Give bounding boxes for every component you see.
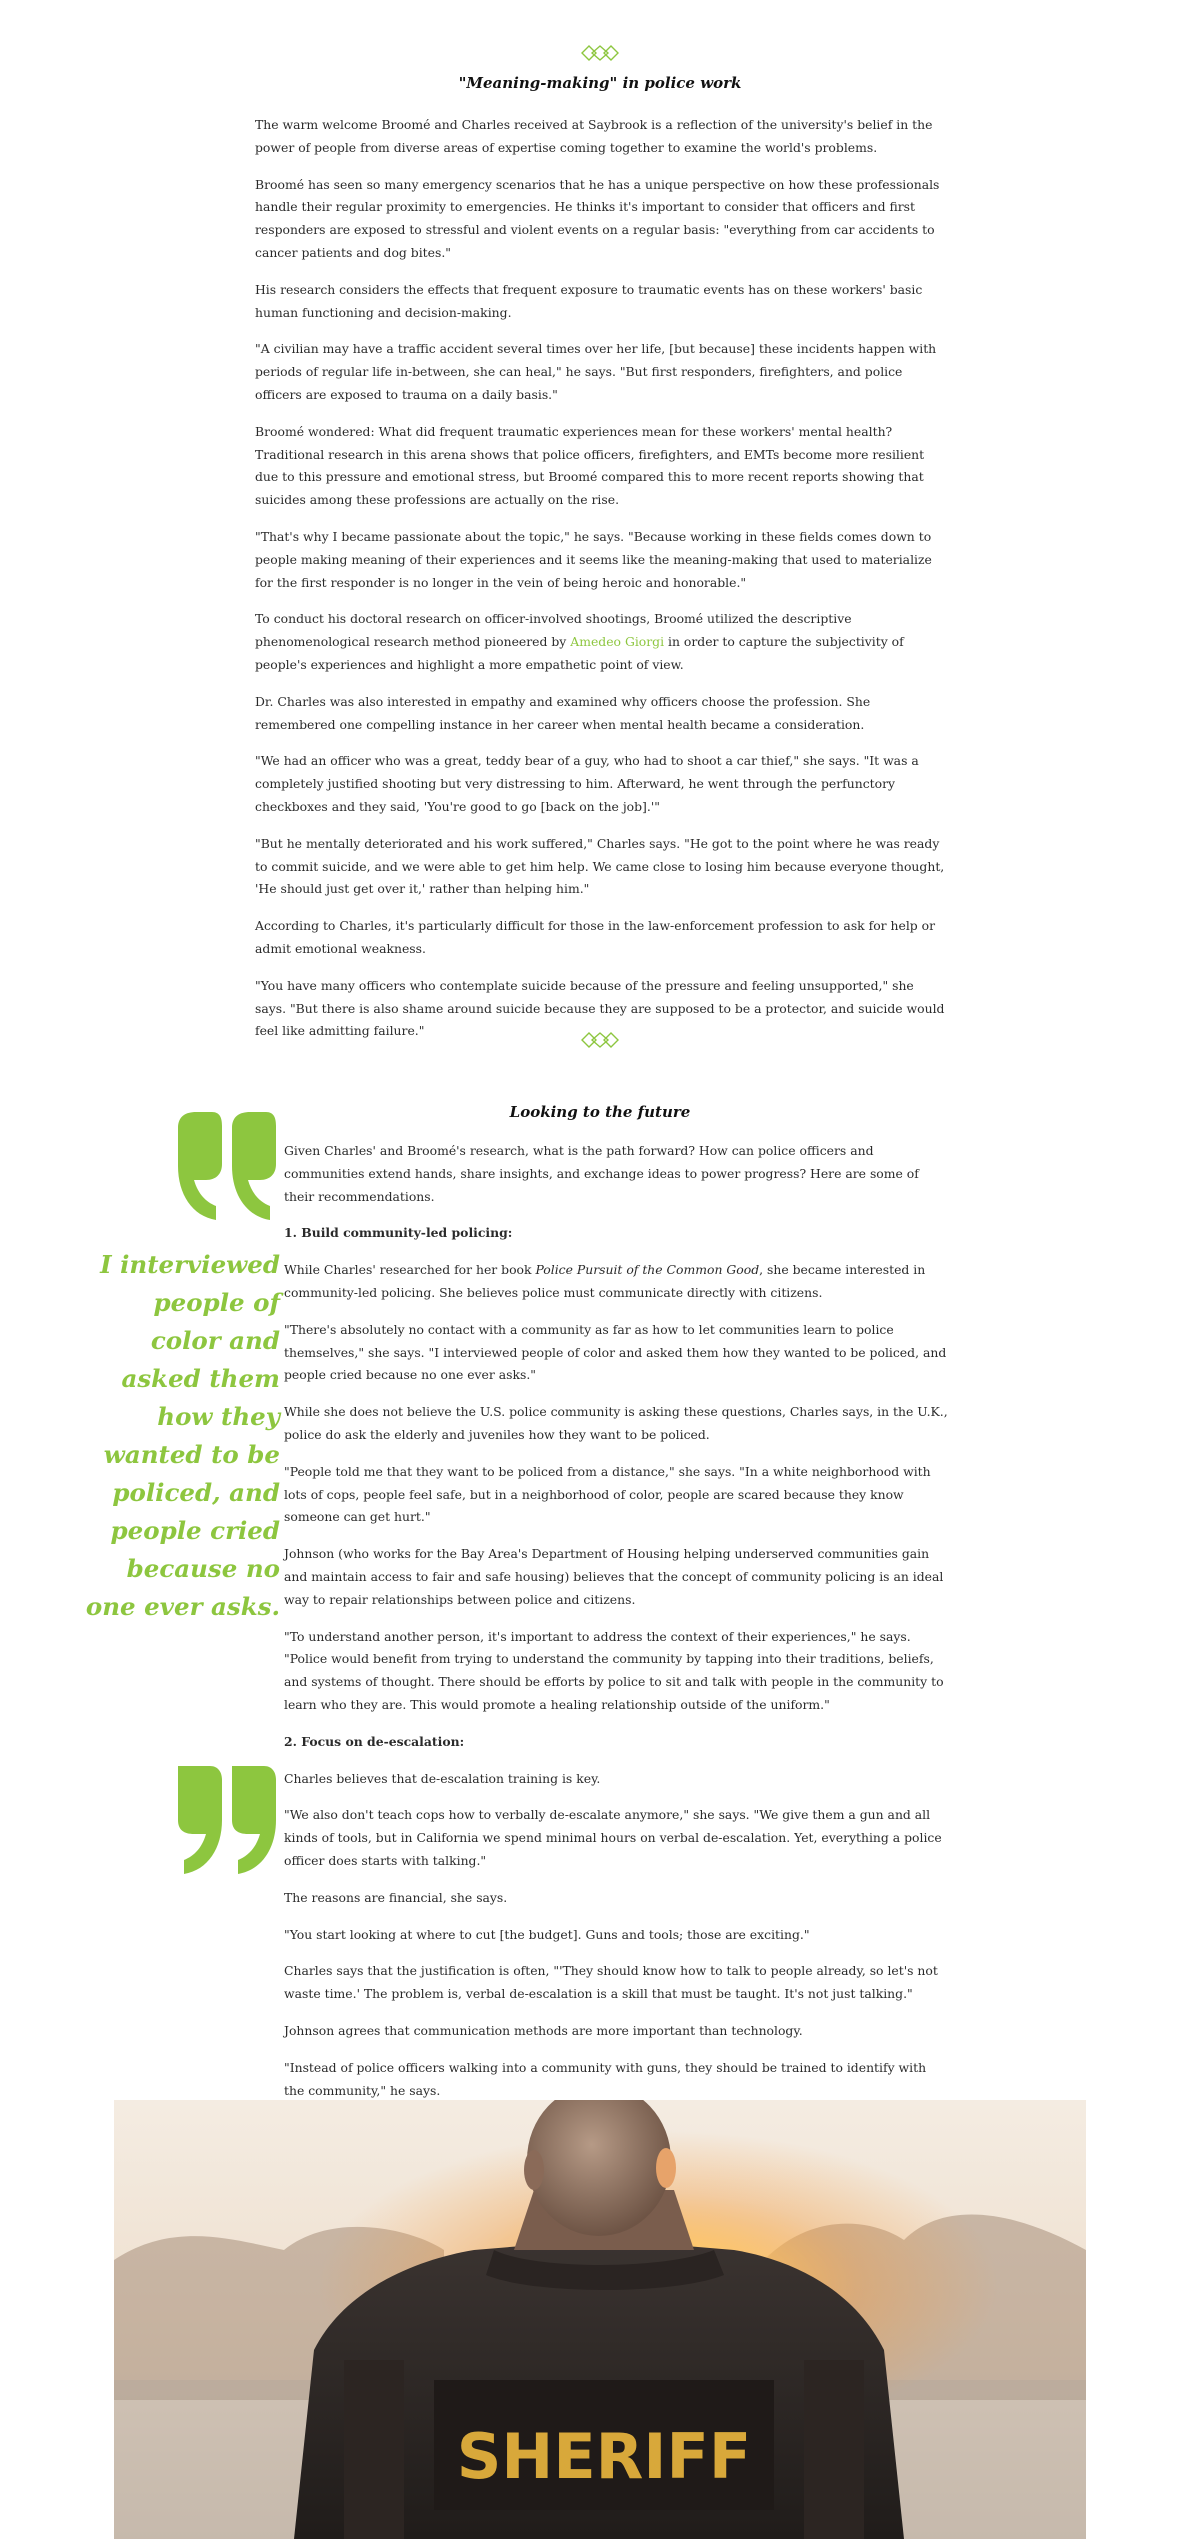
sheriff-badge-text: SHERIFF: [456, 2420, 752, 2493]
ornament-divider: [0, 1031, 1200, 1049]
paragraph: "A civilian may have a traffic accident several times over her life, [but because] these incidents happen with periods of regular life in-between, she can heal," he says. "But first responders, firefighters, and police officers are exposed to trauma on a daily basis.": [255, 341, 937, 402]
open-quote-icon: [172, 1110, 282, 1222]
paragraph: "Instead of police officers walking into a community with guns, they should be trained to identify with the community," he says.: [284, 2059, 927, 2098]
ornament-divider: [0, 44, 1200, 62]
section-heading-meaning-making: "Meaning-making" in police work: [458, 74, 742, 92]
section-meaning-making-body: [255, 114, 945, 1057]
paragraph: The warm welcome Broomé and Charles received at Saybrook is a reflection of the university's belief in the power of people from diverse areas of expertise coming together to examine the world's problems.: [255, 117, 933, 155]
section-future-body: [284, 1140, 950, 2116]
paragraph: "You start looking at where to cut [the budget]. Guns and tools; those are exciting.": [284, 1926, 810, 1942]
paragraph: Dr. Charles was also interested in empathy and examined why officers choose the profession. She remembered one compelling instance in her career when mental health became a consideration.: [255, 693, 871, 732]
paragraph: "There's absolutely no contact with a community as far as how to let communities learn to police themselves," she says. "I interviewed people of color and asked them how they wanted to be policed, and people cried because no one ever asks.": [284, 1321, 947, 1383]
paragraph: Broomé wondered: What did frequent traumatic experiences mean for these workers' mental health? Traditional research in this arena shows that police officers, firefighters, and EMTs become more resilient due to this pressure and emotional stress, but Broomé compared this to more recent reports showing that suicides among these professions are actually on the rise.: [255, 423, 925, 508]
paragraph: "That's why I became passionate about the topic," he says. "Because working in these fields comes down to people making meaning of their experiences and it seems like the meaning-making that used to materialize for the first responder is no longer in the vein of being heroic and honorable.": [255, 528, 932, 590]
paragraph: Broomé has seen so many emergency scenarios that he has a unique perspective on how these professionals handle their regular proximity to emergencies. He thinks it's important to consider that officers and first responders are exposed to stressful and violent events on a regular basis: "everything from car accidents to cancer patients and dog bites.": [255, 176, 940, 260]
paragraph: "You have many officers who contemplate suicide because of the pressure and feeling unsupported," she says. "But there is also shame around suicide because they are supposed to be a protector, and suicide would feel like admitting failure.": [255, 977, 945, 1039]
paragraph: His research considers the effects that frequent exposure to traumatic events has on these workers' basic human functioning and decision-making.: [255, 281, 923, 320]
paragraph: The reasons are financial, she says.: [284, 1889, 508, 1905]
section-heading-future: Looking to the future: [509, 1103, 691, 1121]
paragraph: Charles says that the justification is often, "'They should know how to talk to people already, so let's not waste time.' The problem is, verbal de-escalation is a skill that must be taught. It's not just talking.": [284, 1963, 938, 2002]
book-title: Police Pursuit of the Common Good: [535, 1262, 760, 1278]
amedeo-giorgi-link[interactable]: Amedeo Giorgi: [570, 634, 665, 650]
subheading-de-escalation: 2. Focus on de-escalation:: [284, 1733, 465, 1749]
paragraph: Given Charles' and Broomé's research, what is the path forward? How can police officers and communities extend hands, share insights, and exchange ideas to power progress? Here are some of their recommendations.: [284, 1143, 919, 1204]
paragraph: Johnson agrees that communication methods are more important than technology.: [284, 2022, 803, 2038]
paragraph: "We also don't teach cops how to verbally de-escalate anymore," she says. "We give them a gun and all kinds of tools, but in California we spend minimal hours on verbal de-escalation. Yet, everything a police officer does starts with talking.": [284, 1807, 942, 1868]
diamond-ornament-icon: [580, 1031, 620, 1049]
paragraph: "But he mentally deteriorated and his work suffered," Charles says. "He got to the point where he was ready to commit suicide, and we were able to get him help. We came close to losing him because everyone thought, 'He should just get over it,' rather than helping him.": [255, 835, 945, 897]
paragraph: "People told me that they want to be policed from a distance," she says. "In a white neighborhood with lots of cops, people feel safe, but in a neighborhood of color, people are scared because they know someone can get hurt.": [284, 1463, 931, 1525]
paragraph: "To understand another person, it's important to address the context of their experiences," he says. "Police would benefit from trying to understand the community by tapping into their traditions, beliefs, and systems of thought. There should be efforts by police to sit and talk with people in the community to learn who they are. This would promote a healing relationship outside of the uniform.": [284, 1628, 944, 1712]
pull-quote: I interviewed people of color and asked them how they wanted to be policed, and people cried because no one ever asks.: [85, 1250, 280, 1621]
sheriff-sunset-image: [114, 2100, 1086, 2539]
paragraph-with-link: To conduct his doctoral research on officer-involved shootings, Broomé utilized the descriptive phenomenological research method pioneered by Amedeo Giorgi in order to capture the subjectivity of people's experiences and highlight a more empathetic point of view.: [255, 611, 904, 672]
paragraph: While she does not believe the U.S. police community is asking these questions, Charles says, in the U.K., police do ask the elderly and juveniles how they want to be policed.: [284, 1404, 948, 1442]
diamond-ornament-icon: [580, 44, 620, 62]
paragraph: Charles believes that de-escalation training is key.: [284, 1770, 601, 1786]
paragraph: Johnson (who works for the Bay Area's Department of Housing helping underserved communities gain and maintain access to fair and safe housing) believes that the concept of community policing is an ideal way to repair relationships between police and citizens.: [284, 1546, 944, 1607]
close-quote-icon: [172, 1764, 282, 1876]
paragraph: According to Charles, it's particularly difficult for those in the law-enforcement profession to ask for help or admit emotional weakness.: [255, 918, 936, 956]
paragraph-with-book-title: While Charles' researched for her book Police Pursuit of the Common Good, she became interested in community-led policing. She believes police must communicate directly with citizens.: [284, 1262, 926, 1300]
sheriff-photo: [114, 2100, 1086, 2539]
subheading-community-policing: 1. Build community-led policing:: [284, 1225, 513, 1241]
paragraph: "We had an officer who was a great, teddy bear of a guy, who had to shoot a car thief," she says. "It was a completely justified shooting but very distressing to him. Afterward, he went through the perfunctory checkboxes and they said, 'You're good to go [back on the job].'": [255, 753, 919, 814]
